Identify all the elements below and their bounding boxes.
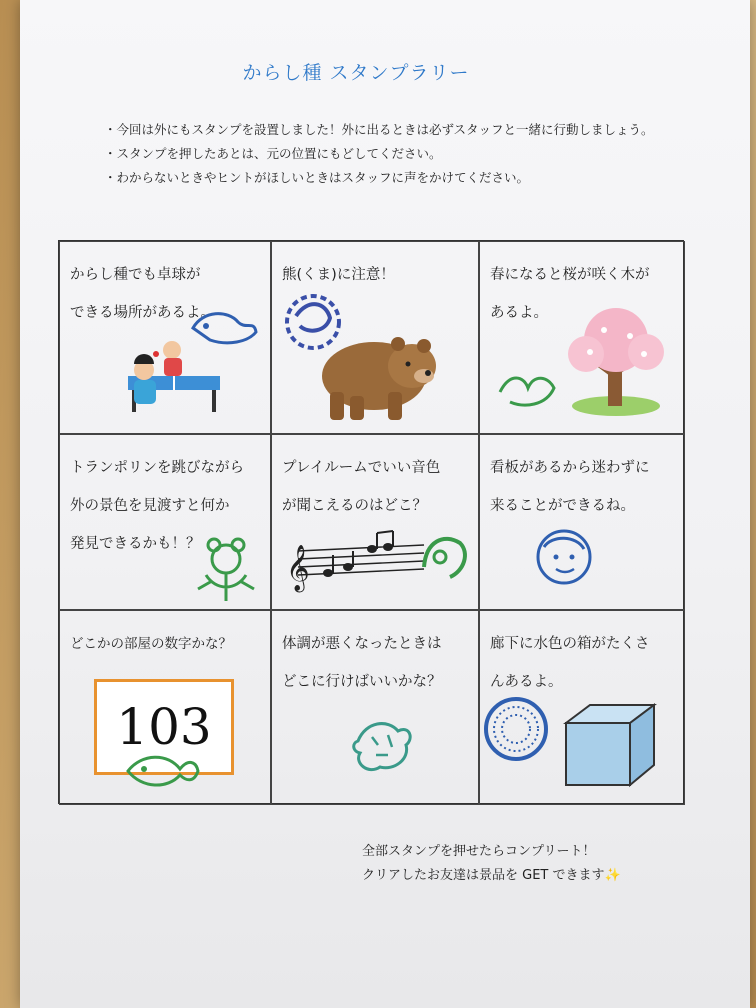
svg-text:𝄞: 𝄞 — [286, 545, 310, 591]
clue-text: トランポリンを跳びながら 外の景色を見渡すと何か 発見できるかも！？ — [70, 460, 244, 552]
instruction-2: ・スタンプを押したあとは、元の位置にもどしてください。 — [104, 146, 442, 161]
instructions — [104, 118, 664, 190]
vine-stamp — [496, 366, 560, 410]
cherry-tree-illustration — [560, 306, 672, 422]
face-stamp — [530, 527, 600, 587]
room-number: 103 — [116, 698, 212, 756]
bird-stamp — [188, 308, 258, 348]
clue-grid — [58, 240, 684, 804]
dragon-stamp — [348, 711, 418, 781]
clue-cell-infirmary — [271, 610, 479, 805]
clue-cell-table-tennis — [59, 241, 271, 434]
bear-illustration — [316, 320, 446, 424]
clue-text: 廊下に水色の箱がたくさ んあるよ。 — [490, 636, 650, 690]
clue-text: からし種でも卓球が できる場所があるよ。 — [70, 267, 215, 321]
clue-text: どこかの部屋の数字かな？ — [70, 636, 232, 652]
clue-text: 熊(くま)に注意！ — [282, 267, 395, 283]
clue-cell-bear — [271, 241, 479, 434]
footer-line-2: クリアしたお友達は景品を GET できます✨ — [362, 868, 621, 883]
footer-line-1: 全部スタンプを押せたらコンプリート！ — [362, 844, 596, 859]
clue-cell-blue-box — [479, 610, 685, 805]
clue-text: 看板があるから迷わずに 来ることができるね。 — [490, 460, 650, 514]
page-title: からし種 スタンプラリー — [242, 62, 470, 84]
clue-text: プレイルームでいい音色 が聞こえるのはどこ？ — [282, 460, 441, 514]
clue-cell-room-number — [59, 610, 271, 805]
clue-cell-cherry-tree — [479, 241, 685, 434]
fish-stamp — [122, 749, 202, 793]
completion-message — [362, 840, 621, 888]
clue-cell-trampoline — [59, 434, 271, 610]
clue-cell-signboard — [479, 434, 685, 610]
creature-stamp — [186, 531, 266, 605]
clue-cell-music — [271, 434, 479, 610]
instruction-1: ・今回は外にもスタンプを設置しました！外に出るときは必ずスタッフと一緒に行動しましょう。 — [104, 122, 654, 137]
clue-text: 体調が悪くなったときは どこに行けばいいかな？ — [282, 636, 442, 690]
blue-box-illustration — [560, 699, 660, 791]
instruction-3: ・わからないときやヒントがほしいときはスタッフに声をかけてください。 — [104, 170, 530, 185]
clue-text: 春になると桜が咲く木が あるよ。 — [490, 267, 650, 321]
ball-stamp — [482, 695, 552, 765]
music-notes-illustration — [284, 527, 472, 597]
